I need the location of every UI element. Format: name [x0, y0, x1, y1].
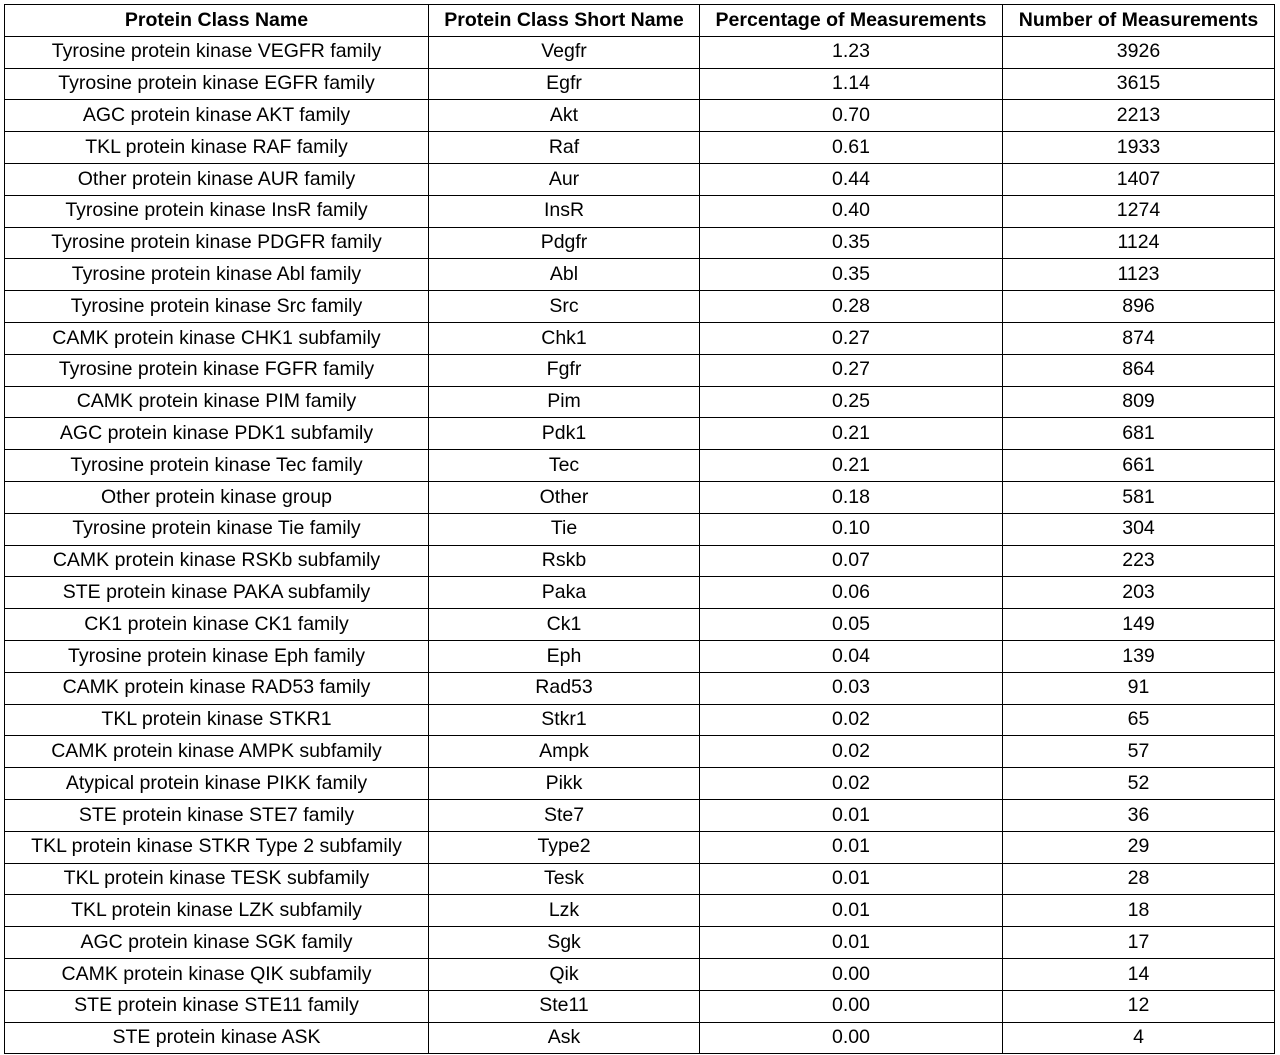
cell-number: 1274: [1003, 195, 1275, 227]
cell-protein-class-name: Tyrosine protein kinase EGFR family: [5, 68, 429, 100]
cell-short-name: Ste7: [429, 799, 700, 831]
cell-percentage: 0.02: [700, 704, 1003, 736]
table-row: [5, 450, 1275, 482]
table-row: [5, 768, 1275, 800]
cell-protein-class-name: STE protein kinase STE7 family: [5, 799, 429, 831]
table-row: [5, 354, 1275, 386]
cell-number: 52: [1003, 768, 1275, 800]
header-number: Number of Measurements: [1003, 5, 1275, 37]
cell-protein-class-name: AGC protein kinase PDK1 subfamily: [5, 418, 429, 450]
table-row: [5, 481, 1275, 513]
protein-class-table: [4, 4, 1275, 1054]
cell-number: 18: [1003, 895, 1275, 927]
cell-protein-class-name: CAMK protein kinase PIM family: [5, 386, 429, 418]
cell-short-name: Pim: [429, 386, 700, 418]
table-row: [5, 895, 1275, 927]
cell-short-name: Egfr: [429, 68, 700, 100]
cell-percentage: 0.18: [700, 481, 1003, 513]
cell-percentage: 0.06: [700, 577, 1003, 609]
cell-protein-class-name: Atypical protein kinase PIKK family: [5, 768, 429, 800]
cell-number: 91: [1003, 672, 1275, 704]
cell-percentage: 0.27: [700, 354, 1003, 386]
cell-protein-class-name: Tyrosine protein kinase PDGFR family: [5, 227, 429, 259]
cell-short-name: Tie: [429, 513, 700, 545]
cell-number: 681: [1003, 418, 1275, 450]
cell-protein-class-name: CAMK protein kinase CHK1 subfamily: [5, 322, 429, 354]
cell-protein-class-name: Tyrosine protein kinase Tie family: [5, 513, 429, 545]
cell-number: 661: [1003, 450, 1275, 482]
cell-protein-class-name: Tyrosine protein kinase Abl family: [5, 259, 429, 291]
header-protein-class-name: Protein Class Name: [5, 5, 429, 37]
table-body: [5, 36, 1275, 1054]
cell-short-name: Abl: [429, 259, 700, 291]
cell-short-name: Tesk: [429, 863, 700, 895]
cell-percentage: 0.01: [700, 895, 1003, 927]
cell-percentage: 0.05: [700, 609, 1003, 641]
cell-percentage: 0.01: [700, 799, 1003, 831]
cell-protein-class-name: CAMK protein kinase AMPK subfamily: [5, 736, 429, 768]
cell-percentage: 0.21: [700, 418, 1003, 450]
cell-short-name: Vegfr: [429, 36, 700, 68]
table-row: [5, 577, 1275, 609]
cell-number: 2213: [1003, 100, 1275, 132]
table-row: [5, 1022, 1275, 1054]
table-row: [5, 386, 1275, 418]
cell-number: 28: [1003, 863, 1275, 895]
table-row: [5, 259, 1275, 291]
cell-short-name: Paka: [429, 577, 700, 609]
cell-protein-class-name: CK1 protein kinase CK1 family: [5, 609, 429, 641]
cell-number: 29: [1003, 831, 1275, 863]
cell-protein-class-name: Tyrosine protein kinase Eph family: [5, 640, 429, 672]
table-row: [5, 958, 1275, 990]
cell-protein-class-name: STE protein kinase PAKA subfamily: [5, 577, 429, 609]
cell-number: 223: [1003, 545, 1275, 577]
table-row: [5, 100, 1275, 132]
cell-percentage: 0.21: [700, 450, 1003, 482]
table-row: [5, 163, 1275, 195]
table-row: [5, 799, 1275, 831]
cell-percentage: 1.14: [700, 68, 1003, 100]
cell-short-name: Type2: [429, 831, 700, 863]
table-row: [5, 545, 1275, 577]
cell-percentage: 0.61: [700, 132, 1003, 164]
table-row: [5, 36, 1275, 68]
table-row: [5, 291, 1275, 323]
cell-percentage: 0.00: [700, 1022, 1003, 1054]
cell-percentage: 0.25: [700, 386, 1003, 418]
cell-protein-class-name: Tyrosine protein kinase VEGFR family: [5, 36, 429, 68]
cell-number: 149: [1003, 609, 1275, 641]
cell-percentage: 1.23: [700, 36, 1003, 68]
header-short-name: Protein Class Short Name: [429, 5, 700, 37]
cell-protein-class-name: AGC protein kinase AKT family: [5, 100, 429, 132]
cell-protein-class-name: STE protein kinase STE11 family: [5, 990, 429, 1022]
table-row: [5, 132, 1275, 164]
cell-number: 14: [1003, 958, 1275, 990]
cell-short-name: Raf: [429, 132, 700, 164]
table-row: [5, 831, 1275, 863]
cell-protein-class-name: STE protein kinase ASK: [5, 1022, 429, 1054]
cell-short-name: Aur: [429, 163, 700, 195]
table-row: [5, 927, 1275, 959]
cell-short-name: Tec: [429, 450, 700, 482]
table-row: [5, 640, 1275, 672]
cell-protein-class-name: Tyrosine protein kinase InsR family: [5, 195, 429, 227]
table-row: [5, 990, 1275, 1022]
table-row: [5, 227, 1275, 259]
cell-number: 304: [1003, 513, 1275, 545]
cell-protein-class-name: TKL protein kinase TESK subfamily: [5, 863, 429, 895]
cell-protein-class-name: CAMK protein kinase QIK subfamily: [5, 958, 429, 990]
cell-number: 1124: [1003, 227, 1275, 259]
cell-protein-class-name: CAMK protein kinase RSKb subfamily: [5, 545, 429, 577]
cell-percentage: 0.35: [700, 259, 1003, 291]
table-row: [5, 609, 1275, 641]
cell-number: 1933: [1003, 132, 1275, 164]
cell-number: 4: [1003, 1022, 1275, 1054]
cell-protein-class-name: Tyrosine protein kinase Tec family: [5, 450, 429, 482]
cell-number: 65: [1003, 704, 1275, 736]
table-row: [5, 863, 1275, 895]
cell-protein-class-name: Tyrosine protein kinase FGFR family: [5, 354, 429, 386]
table-header: [5, 5, 1275, 37]
cell-short-name: Ampk: [429, 736, 700, 768]
header-percentage: Percentage of Measurements: [700, 5, 1003, 37]
cell-protein-class-name: Other protein kinase group: [5, 481, 429, 513]
cell-percentage: 0.01: [700, 831, 1003, 863]
cell-percentage: 0.70: [700, 100, 1003, 132]
cell-short-name: Fgfr: [429, 354, 700, 386]
cell-percentage: 0.10: [700, 513, 1003, 545]
cell-number: 3926: [1003, 36, 1275, 68]
cell-number: 874: [1003, 322, 1275, 354]
table-row: [5, 322, 1275, 354]
cell-protein-class-name: Other protein kinase AUR family: [5, 163, 429, 195]
cell-percentage: 0.01: [700, 927, 1003, 959]
cell-number: 809: [1003, 386, 1275, 418]
cell-number: 581: [1003, 481, 1275, 513]
cell-protein-class-name: AGC protein kinase SGK family: [5, 927, 429, 959]
header-row: [5, 5, 1275, 37]
cell-number: 57: [1003, 736, 1275, 768]
cell-number: 1123: [1003, 259, 1275, 291]
cell-short-name: Src: [429, 291, 700, 323]
cell-short-name: Chk1: [429, 322, 700, 354]
cell-short-name: Pdgfr: [429, 227, 700, 259]
cell-protein-class-name: TKL protein kinase RAF family: [5, 132, 429, 164]
cell-percentage: 0.07: [700, 545, 1003, 577]
cell-short-name: Ck1: [429, 609, 700, 641]
cell-number: 139: [1003, 640, 1275, 672]
cell-short-name: Sgk: [429, 927, 700, 959]
cell-percentage: 0.00: [700, 990, 1003, 1022]
table-row: [5, 418, 1275, 450]
cell-number: 896: [1003, 291, 1275, 323]
table-row: [5, 68, 1275, 100]
cell-short-name: Eph: [429, 640, 700, 672]
cell-protein-class-name: TKL protein kinase LZK subfamily: [5, 895, 429, 927]
cell-protein-class-name: TKL protein kinase STKR Type 2 subfamily: [5, 831, 429, 863]
table-row: [5, 513, 1275, 545]
cell-number: 864: [1003, 354, 1275, 386]
cell-short-name: Stkr1: [429, 704, 700, 736]
cell-percentage: 0.04: [700, 640, 1003, 672]
cell-percentage: 0.44: [700, 163, 1003, 195]
cell-number: 1407: [1003, 163, 1275, 195]
table-row: [5, 736, 1275, 768]
cell-percentage: 0.35: [700, 227, 1003, 259]
cell-short-name: Qik: [429, 958, 700, 990]
cell-percentage: 0.28: [700, 291, 1003, 323]
cell-number: 12: [1003, 990, 1275, 1022]
cell-short-name: Other: [429, 481, 700, 513]
cell-protein-class-name: TKL protein kinase STKR1: [5, 704, 429, 736]
cell-number: 17: [1003, 927, 1275, 959]
cell-percentage: 0.40: [700, 195, 1003, 227]
cell-number: 203: [1003, 577, 1275, 609]
cell-short-name: Lzk: [429, 895, 700, 927]
cell-protein-class-name: Tyrosine protein kinase Src family: [5, 291, 429, 323]
cell-protein-class-name: CAMK protein kinase RAD53 family: [5, 672, 429, 704]
cell-percentage: 0.00: [700, 958, 1003, 990]
cell-number: 36: [1003, 799, 1275, 831]
cell-number: 3615: [1003, 68, 1275, 100]
cell-short-name: Rad53: [429, 672, 700, 704]
cell-percentage: 0.03: [700, 672, 1003, 704]
table-row: [5, 672, 1275, 704]
cell-percentage: 0.02: [700, 768, 1003, 800]
cell-short-name: Pikk: [429, 768, 700, 800]
cell-short-name: Akt: [429, 100, 700, 132]
cell-short-name: Pdk1: [429, 418, 700, 450]
cell-short-name: Ask: [429, 1022, 700, 1054]
cell-percentage: 0.01: [700, 863, 1003, 895]
cell-short-name: InsR: [429, 195, 700, 227]
table-row: [5, 195, 1275, 227]
cell-percentage: 0.27: [700, 322, 1003, 354]
cell-percentage: 0.02: [700, 736, 1003, 768]
cell-short-name: Rskb: [429, 545, 700, 577]
table-row: [5, 704, 1275, 736]
cell-short-name: Ste11: [429, 990, 700, 1022]
